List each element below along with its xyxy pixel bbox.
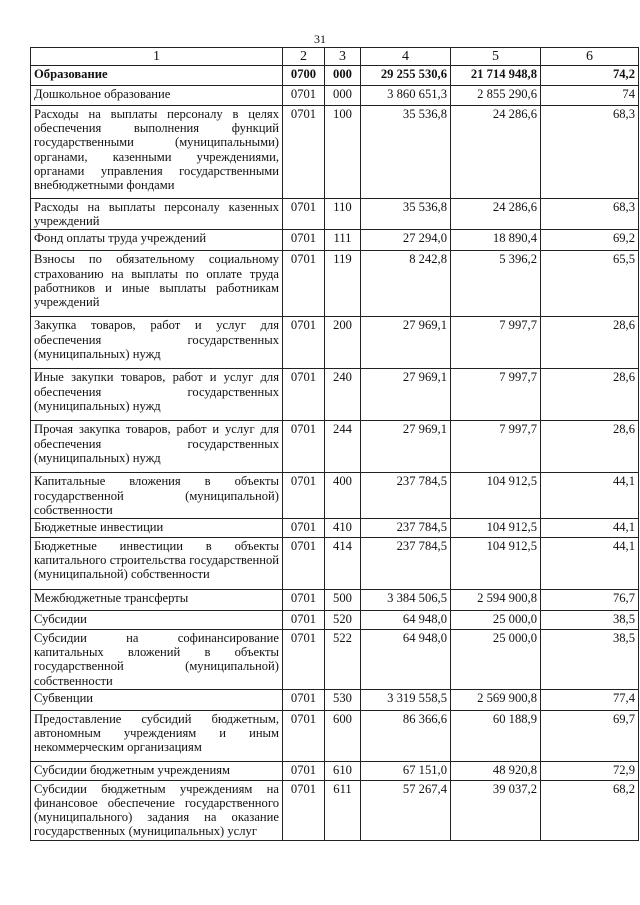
- section-code-cell: 0701: [283, 230, 325, 251]
- section-code-cell: 0701: [283, 251, 325, 317]
- table-row: [31, 86, 639, 106]
- actual-amount-cell: 7 997,7: [451, 421, 541, 473]
- planned-amount-cell: 27 969,1: [361, 317, 451, 369]
- table-row: [31, 689, 639, 710]
- section-code-cell: 0701: [283, 199, 325, 230]
- row-name-cell: Иные закупки товаров, работ и услуг для обеспечения государственных (муниципальных) нужд: [31, 369, 283, 421]
- table-row: [31, 538, 639, 590]
- row-name-cell: Межбюджетные трансферты: [31, 590, 283, 611]
- expense-type-cell: 119: [325, 251, 361, 317]
- section-code-cell: 0701: [283, 473, 325, 519]
- row-name-cell: Субсидии на софинансирование капитальных вложений в объекты государственной (муниципальной) собственности: [31, 630, 283, 690]
- table-row: [31, 473, 639, 519]
- actual-amount-cell: 25 000,0: [451, 630, 541, 690]
- section-code-cell: 0701: [283, 761, 325, 780]
- actual-amount-cell: 104 912,5: [451, 519, 541, 538]
- section-code-cell: 0701: [283, 519, 325, 538]
- row-name-cell: Расходы на выплаты персоналу казенных учреждений: [31, 199, 283, 230]
- row-name-cell: Прочая закупка товаров, работ и услуг для обеспечения государственных (муниципальных) нужд: [31, 421, 283, 473]
- section-code-cell: 0701: [283, 710, 325, 761]
- actual-amount-cell: 25 000,0: [451, 611, 541, 630]
- expense-type-cell: 240: [325, 369, 361, 421]
- expense-type-cell: 410: [325, 519, 361, 538]
- row-name-cell: Дошкольное образование: [31, 86, 283, 106]
- table-row: [31, 761, 639, 780]
- planned-amount-cell: 3 384 506,5: [361, 590, 451, 611]
- planned-amount-cell: 35 536,8: [361, 106, 451, 199]
- section-code-cell: 0701: [283, 590, 325, 611]
- table-row: [31, 590, 639, 611]
- actual-amount-cell: 18 890,4: [451, 230, 541, 251]
- table-row: [31, 199, 639, 230]
- expense-type-cell: 400: [325, 473, 361, 519]
- table-row: [31, 630, 639, 690]
- actual-amount-cell: 48 920,8: [451, 761, 541, 780]
- planned-amount-cell: 29 255 530,6: [361, 66, 451, 86]
- section-code-cell: 0701: [283, 538, 325, 590]
- page-number: 31: [314, 32, 326, 46]
- table-row: [31, 369, 639, 421]
- row-name-cell: Субсидии бюджетным учреждениям: [31, 761, 283, 780]
- column-header: 3: [325, 48, 361, 66]
- actual-amount-cell: 24 286,6: [451, 199, 541, 230]
- section-code-cell: 0700: [283, 66, 325, 86]
- execution-percent-cell: 68,2: [541, 780, 639, 840]
- column-header: 1: [31, 48, 283, 66]
- planned-amount-cell: 3 860 651,3: [361, 86, 451, 106]
- planned-amount-cell: 27 294,0: [361, 230, 451, 251]
- expense-type-cell: 522: [325, 630, 361, 690]
- planned-amount-cell: 64 948,0: [361, 630, 451, 690]
- table-row: [31, 106, 639, 199]
- actual-amount-cell: 2 855 290,6: [451, 86, 541, 106]
- execution-percent-cell: 28,6: [541, 317, 639, 369]
- planned-amount-cell: 64 948,0: [361, 611, 451, 630]
- row-name-cell: Взносы по обязательному социальному страхованию на выплаты по оплате труда работников и иные выплаты работникам учреждений: [31, 251, 283, 317]
- execution-percent-cell: 44,1: [541, 519, 639, 538]
- section-code-cell: 0701: [283, 780, 325, 840]
- row-name-cell: Бюджетные инвестиции: [31, 519, 283, 538]
- expense-type-cell: 200: [325, 317, 361, 369]
- execution-percent-cell: 38,5: [541, 630, 639, 690]
- section-code-cell: 0701: [283, 86, 325, 106]
- execution-percent-cell: 77,4: [541, 689, 639, 710]
- actual-amount-cell: 2 569 900,8: [451, 689, 541, 710]
- row-name-cell: Образование: [31, 66, 283, 86]
- execution-percent-cell: 74: [541, 86, 639, 106]
- execution-percent-cell: 72,9: [541, 761, 639, 780]
- row-name-cell: Бюджетные инвестиции в объекты капитального строительства государственной (муниципальной) собственности: [31, 538, 283, 590]
- section-code-cell: 0701: [283, 369, 325, 421]
- planned-amount-cell: 35 536,8: [361, 199, 451, 230]
- execution-percent-cell: 28,6: [541, 369, 639, 421]
- row-name-cell: Капитальные вложения в объекты государственной (муниципальной) собственности: [31, 473, 283, 519]
- actual-amount-cell: 5 396,2: [451, 251, 541, 317]
- table-row: [31, 710, 639, 761]
- expense-type-cell: 244: [325, 421, 361, 473]
- execution-percent-cell: 28,6: [541, 421, 639, 473]
- actual-amount-cell: 21 714 948,8: [451, 66, 541, 86]
- column-header: 6: [541, 48, 639, 66]
- execution-percent-cell: 69,2: [541, 230, 639, 251]
- execution-percent-cell: 65,5: [541, 251, 639, 317]
- column-header: 2: [283, 48, 325, 66]
- table-row: [31, 251, 639, 317]
- planned-amount-cell: 237 784,5: [361, 519, 451, 538]
- expense-type-cell: 600: [325, 710, 361, 761]
- planned-amount-cell: 237 784,5: [361, 473, 451, 519]
- actual-amount-cell: 104 912,5: [451, 538, 541, 590]
- column-header: 5: [451, 48, 541, 66]
- execution-percent-cell: 74,2: [541, 66, 639, 86]
- row-name-cell: Закупка товаров, работ и услуг для обеспечения государственных (муниципальных) нужд: [31, 317, 283, 369]
- column-number-row: [31, 48, 639, 66]
- expense-type-cell: 111: [325, 230, 361, 251]
- section-code-cell: 0701: [283, 317, 325, 369]
- execution-percent-cell: 44,1: [541, 538, 639, 590]
- expense-type-cell: 110: [325, 199, 361, 230]
- row-name-cell: Фонд оплаты труда учреждений: [31, 230, 283, 251]
- section-code-cell: 0701: [283, 421, 325, 473]
- section-code-cell: 0701: [283, 611, 325, 630]
- table-row: [31, 230, 639, 251]
- execution-percent-cell: 44,1: [541, 473, 639, 519]
- planned-amount-cell: 237 784,5: [361, 538, 451, 590]
- table-body: [31, 66, 639, 841]
- expense-type-cell: 520: [325, 611, 361, 630]
- table-row: [31, 66, 639, 86]
- expense-type-cell: 100: [325, 106, 361, 199]
- execution-percent-cell: 76,7: [541, 590, 639, 611]
- actual-amount-cell: 7 997,7: [451, 369, 541, 421]
- planned-amount-cell: 27 969,1: [361, 421, 451, 473]
- expense-type-cell: 500: [325, 590, 361, 611]
- expense-type-cell: 611: [325, 780, 361, 840]
- actual-amount-cell: 7 997,7: [451, 317, 541, 369]
- budget-table: [30, 47, 639, 841]
- execution-percent-cell: 69,7: [541, 710, 639, 761]
- execution-percent-cell: 68,3: [541, 199, 639, 230]
- planned-amount-cell: 3 319 558,5: [361, 689, 451, 710]
- planned-amount-cell: 86 366,6: [361, 710, 451, 761]
- actual-amount-cell: 2 594 900,8: [451, 590, 541, 611]
- expense-type-cell: 000: [325, 66, 361, 86]
- row-name-cell: Субсидии: [31, 611, 283, 630]
- expense-type-cell: 414: [325, 538, 361, 590]
- expense-type-cell: 530: [325, 689, 361, 710]
- table-row: [31, 611, 639, 630]
- table-row: [31, 317, 639, 369]
- planned-amount-cell: 67 151,0: [361, 761, 451, 780]
- execution-percent-cell: 68,3: [541, 106, 639, 199]
- actual-amount-cell: 60 188,9: [451, 710, 541, 761]
- table-row: [31, 780, 639, 840]
- row-name-cell: Субвенции: [31, 689, 283, 710]
- actual-amount-cell: 104 912,5: [451, 473, 541, 519]
- table-row: [31, 421, 639, 473]
- section-code-cell: 0701: [283, 106, 325, 199]
- execution-percent-cell: 38,5: [541, 611, 639, 630]
- section-code-cell: 0701: [283, 689, 325, 710]
- row-name-cell: Субсидии бюджетным учреждениям на финансовое обеспечение государственного (муниципального) задания на оказание государственных (муниципальных) услуг: [31, 780, 283, 840]
- planned-amount-cell: 27 969,1: [361, 369, 451, 421]
- actual-amount-cell: 39 037,2: [451, 780, 541, 840]
- expense-type-cell: 610: [325, 761, 361, 780]
- actual-amount-cell: 24 286,6: [451, 106, 541, 199]
- table-row: [31, 519, 639, 538]
- expense-type-cell: 000: [325, 86, 361, 106]
- row-name-cell: Расходы на выплаты персоналу в целях обеспечения выполнения функций государственными (муниципальными) органами, казенными учреждениями, органами управления государственными внебюджетными фондами: [31, 106, 283, 199]
- planned-amount-cell: 57 267,4: [361, 780, 451, 840]
- section-code-cell: 0701: [283, 630, 325, 690]
- column-header: 4: [361, 48, 451, 66]
- planned-amount-cell: 8 242,8: [361, 251, 451, 317]
- row-name-cell: Предоставление субсидий бюджетным, автономным учреждениям и иным некоммерческим организациям: [31, 710, 283, 761]
